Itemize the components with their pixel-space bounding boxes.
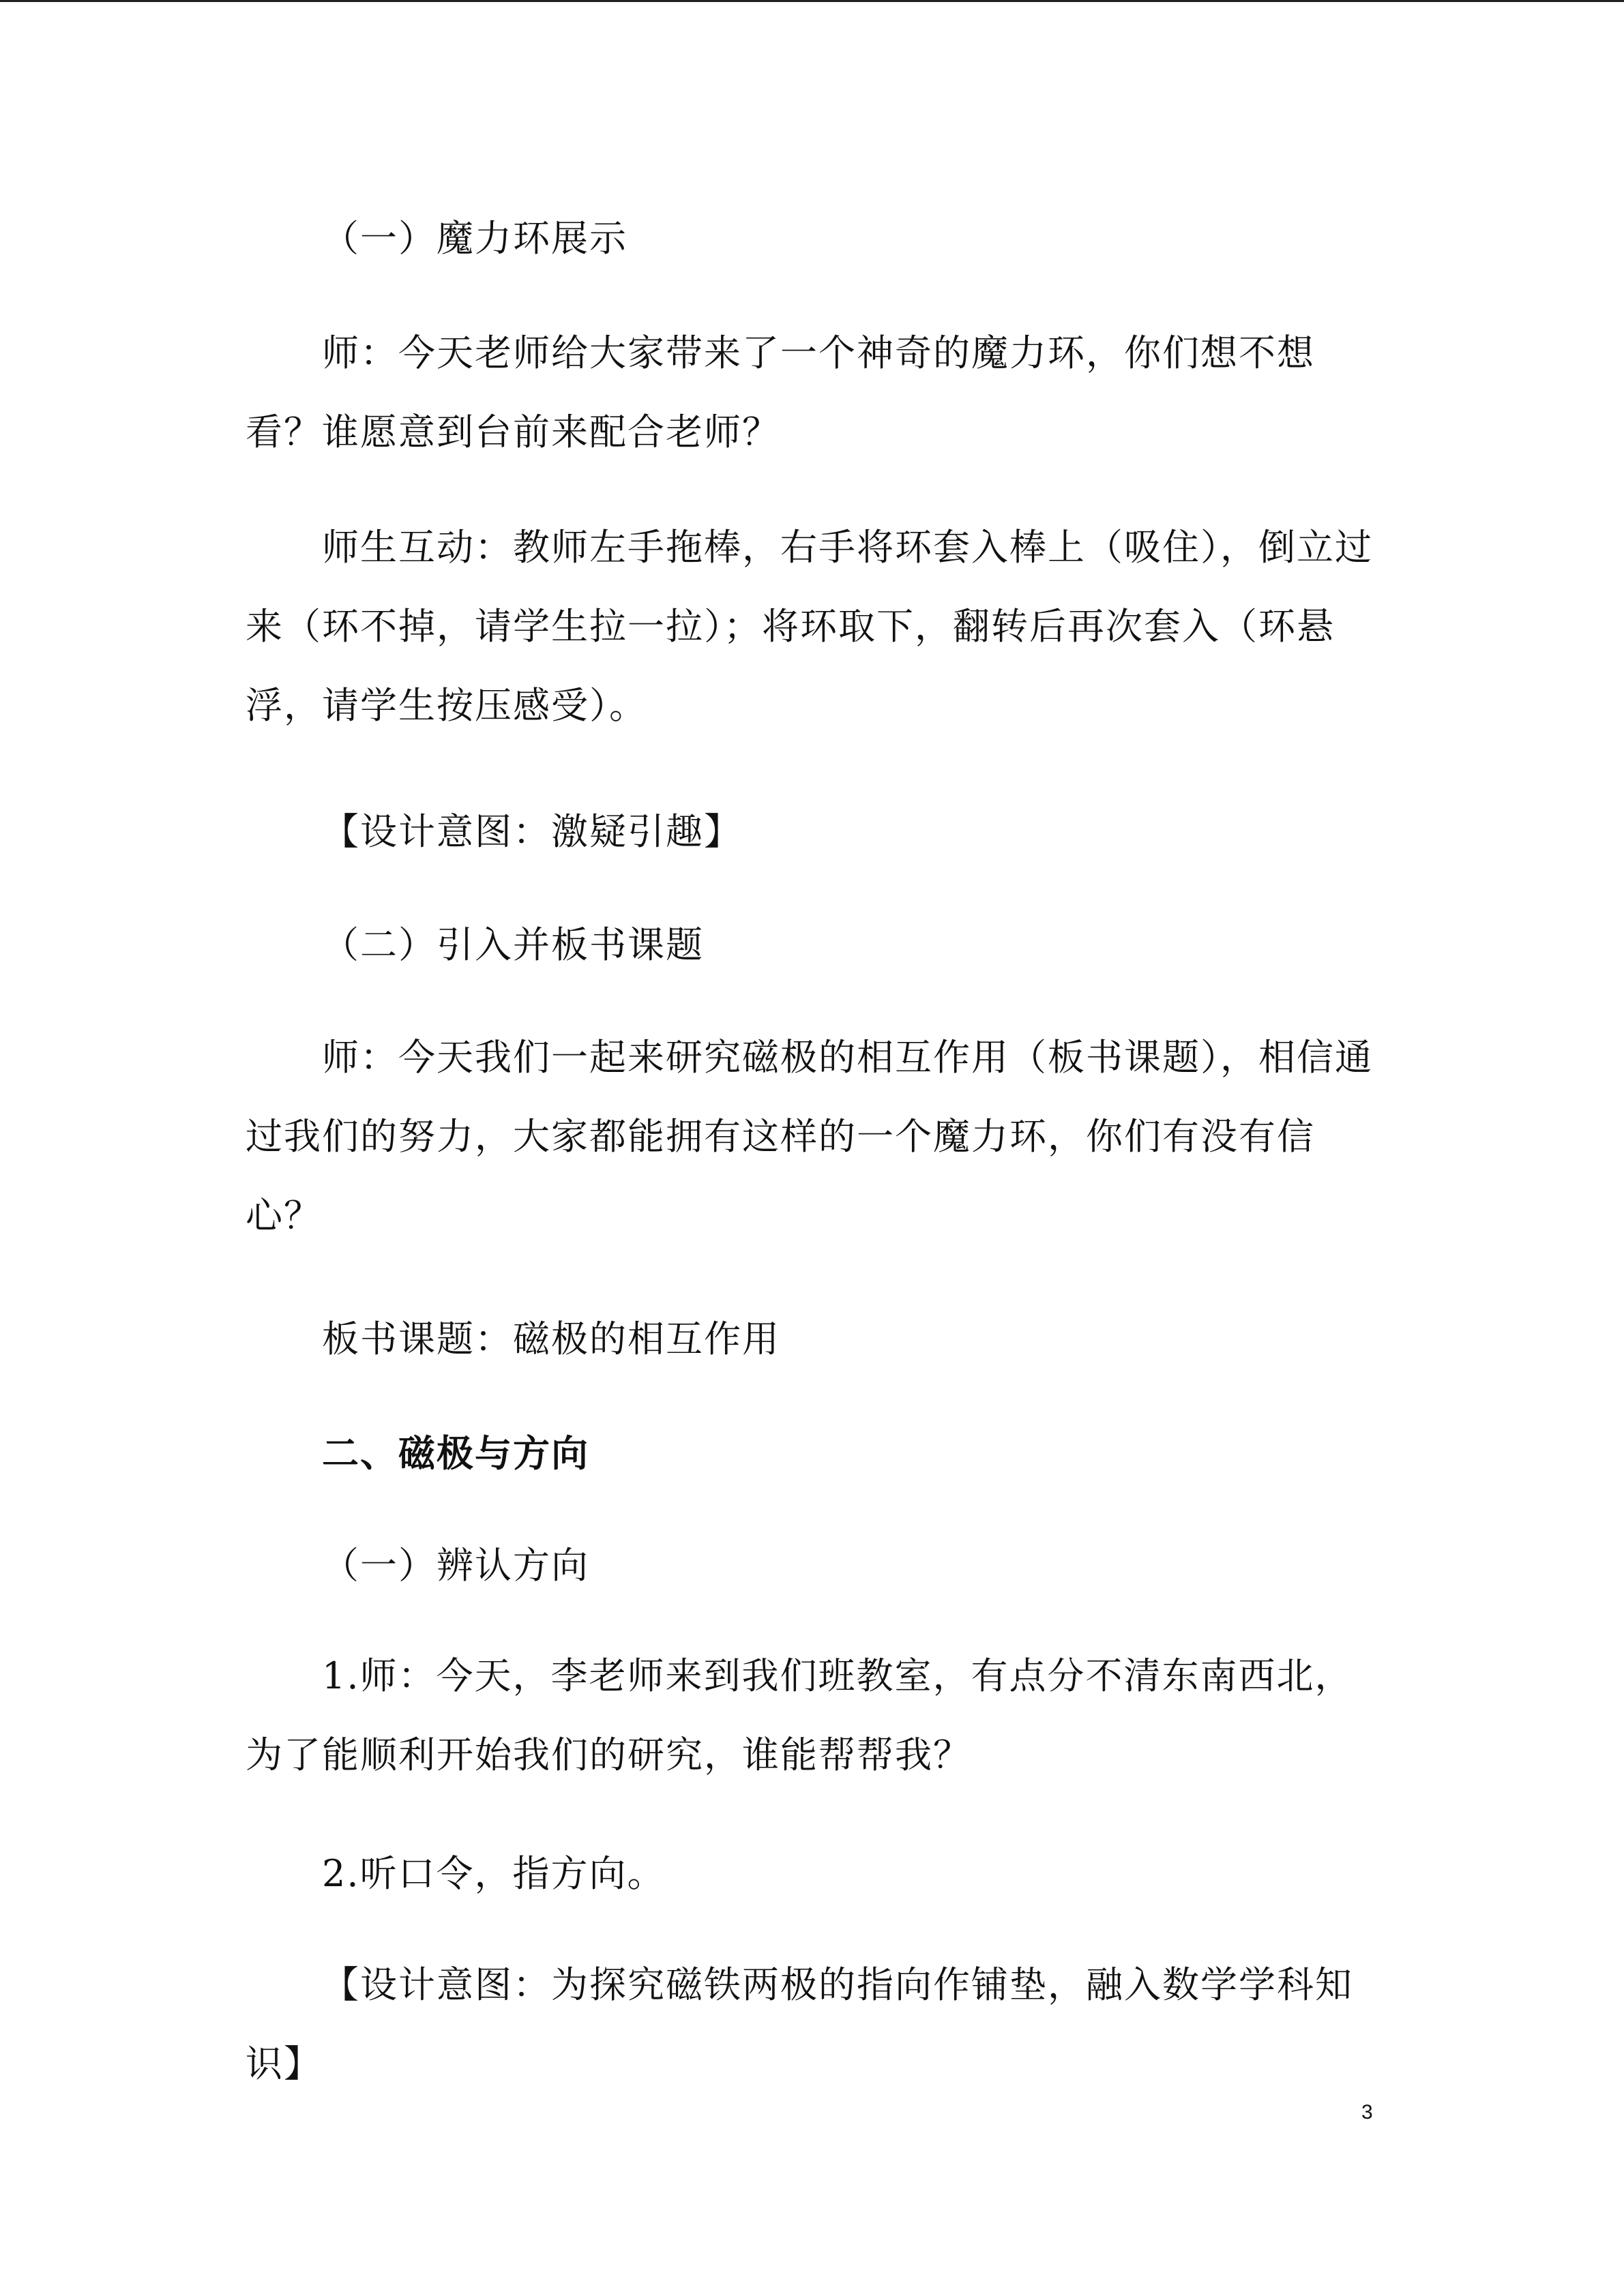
paragraph-board-title: 板书课题：磁极的相互作用 [322,1317,780,1360]
subheading-topic: （二）引入并板书课题 [322,923,704,966]
subheading-magic-ring: （一）魔力环展示 [322,217,628,260]
paragraph-teacher-intro: 师：今天老师给大家带来了一个神奇的魔力环，你们想不想看？谁愿意到台前来配合老师？ [246,331,1315,453]
paragraph-step-1: 1.师：今天，李老师来到我们班教室，有点分不清东南西北，为了能顺利开始我们的研究，谁能帮帮我？ [246,1654,1353,1776]
design-intent-2: 【设计意图：为探究磁铁两极的指向作铺垫，融入数学学科知识】 [246,1963,1353,2085]
design-intent-1: 【设计意图：激疑引趣】 [322,810,742,853]
paragraph-step-2: 2.听口令，指方向。 [322,1852,666,1895]
paragraph-teacher-topic: 师：今天我们一起来研究磁极的相互作用（板书课题），相信通过我们的努力，大家都能拥有这样的一个魔力环，你们有没有信心？ [246,1036,1373,1237]
page-top-border [0,0,1624,2]
section-heading-poles-direction: 二、磁极与方向 [322,1431,589,1475]
paragraph-interaction: 师生互动：教师左手拖棒，右手将环套入棒上（吸住），倒立过来（环不掉，请学生拉一拉）；将环取下，翻转后再次套入（环悬浮，请学生按压感受）。 [246,526,1373,727]
subheading-identify-direction: （一）辨认方向 [322,1544,589,1587]
page-number: 3 [1361,2101,1373,2123]
